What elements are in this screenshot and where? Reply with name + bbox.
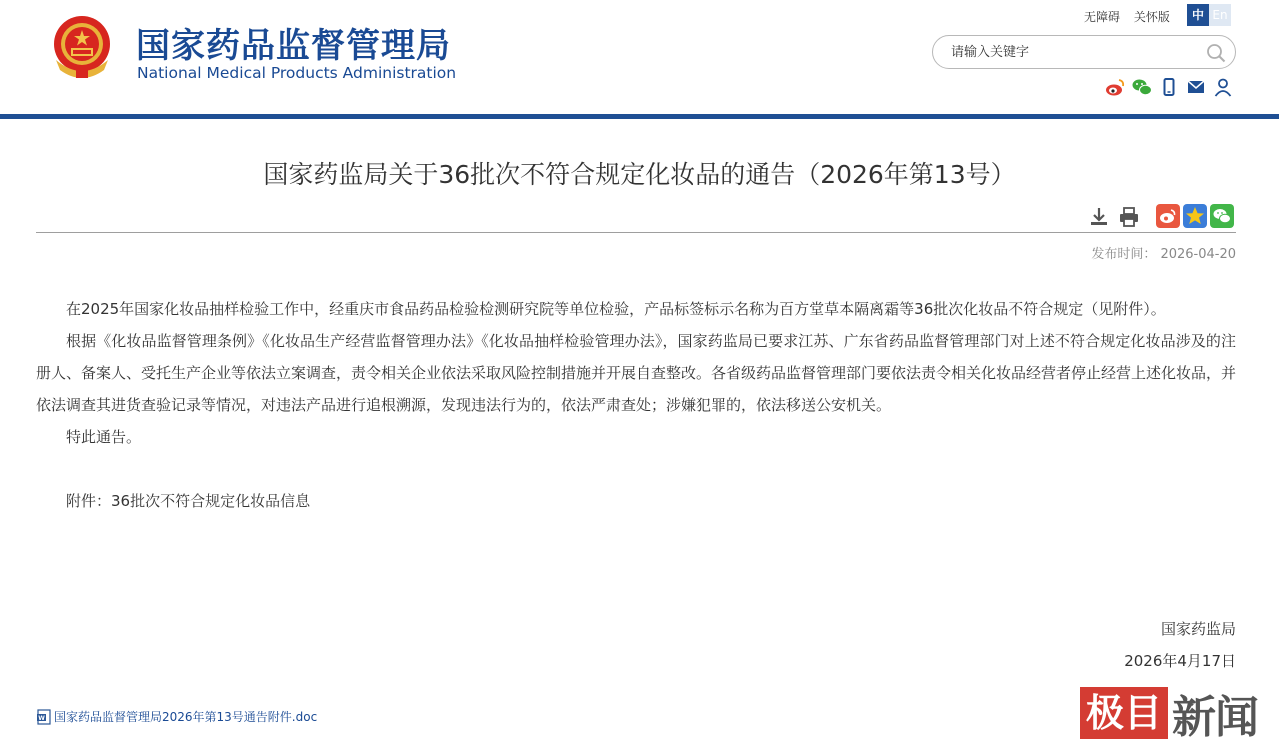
watermark-text: 新闻 — [1172, 692, 1258, 743]
mail-icon[interactable] — [1185, 76, 1207, 98]
publish-date: 2026-04-20 — [1160, 247, 1236, 262]
attachment-file-name[interactable]: 国家药品监督管理局2026年第13号通告附件.doc — [54, 710, 318, 724]
watermark-box: 极目 — [1080, 687, 1168, 739]
search-box — [932, 35, 1236, 69]
article-paragraph: 特此通告。 — [66, 428, 142, 446]
search-icon[interactable] — [1205, 42, 1227, 64]
wechat-icon[interactable] — [1131, 76, 1153, 98]
social-icons — [1104, 76, 1234, 98]
weibo-icon[interactable] — [1104, 76, 1126, 98]
publish-time-label: 发布时间： — [1091, 247, 1157, 262]
user-icon[interactable] — [1212, 76, 1234, 98]
article-title: 国家药监局关于36批次不符合规定化妆品的通告（2026年第13号） — [263, 160, 1016, 189]
attachment-file-link[interactable] — [36, 708, 317, 725]
site-header — [0, 0, 1279, 114]
signature: 国家药监局 — [1160, 620, 1236, 638]
doc-file-icon — [36, 709, 52, 725]
download-icon[interactable] — [1088, 206, 1110, 228]
attachment-line: 附件：36批次不符合规定化妆品信息 — [66, 492, 311, 510]
care-mode-link[interactable]: 关怀版 — [1133, 10, 1170, 24]
print-icon[interactable] — [1118, 206, 1140, 228]
svg-text:W: W — [38, 714, 45, 722]
language-switch — [1187, 4, 1231, 26]
article-paragraph: 在2025年国家化妆品抽样检验工作中，经重庆市食品药品检验检测研究院等单位检验，产品标签标示名称为百方堂草本隔离霜等36批次化妆品不符合规定（见附件）。 — [66, 300, 1166, 318]
signature-block — [1124, 613, 1236, 677]
top-links — [1084, 8, 1180, 25]
title-divider — [36, 232, 1236, 233]
accessibility-link[interactable]: 无障碍 — [1084, 10, 1121, 24]
share-qzone-icon[interactable] — [1183, 204, 1207, 228]
share-weibo-icon[interactable] — [1156, 204, 1180, 228]
watermark-logo — [1080, 681, 1258, 745]
publish-time — [1087, 243, 1236, 262]
national-emblem-icon[interactable] — [48, 12, 116, 84]
article-tools — [1088, 206, 1140, 228]
article-body — [36, 293, 1236, 517]
header-divider-bar — [0, 114, 1279, 119]
site-title-cn[interactable]: 国家药品监督管理局 — [136, 26, 451, 66]
lang-zh-button[interactable]: 中 — [1187, 4, 1209, 26]
mobile-icon[interactable] — [1158, 76, 1180, 98]
share-tools — [1156, 204, 1234, 228]
share-wechat-icon[interactable] — [1210, 204, 1234, 228]
sign-date: 2026年4月17日 — [1124, 652, 1236, 670]
site-title-en[interactable]: National Medical Products Administration — [137, 64, 457, 82]
search-input[interactable] — [951, 42, 1201, 62]
lang-en-button[interactable]: En — [1209, 4, 1231, 26]
article-paragraph: 根据《化妆品监督管理条例》《化妆品生产经营监督管理办法》《化妆品抽样检验管理办法》，国家药监局已要求江苏、广东省药品监督管理部门对上述不符合规定化妆品涉及的注册人、备案人、受托生产企业等依法立案调查，责令相关企业依法采取风险控制措施并开展自查整改。各省级药品监督管理部门要依法责令相关化妆品经营者停止经营上述化妆品，并依法调查其进货查验记录等情况，对违法产品进行追根溯源，发现违法行为的，依法严肃查处；涉嫌犯罪的，依法移送公安机关。 — [36, 332, 1237, 414]
